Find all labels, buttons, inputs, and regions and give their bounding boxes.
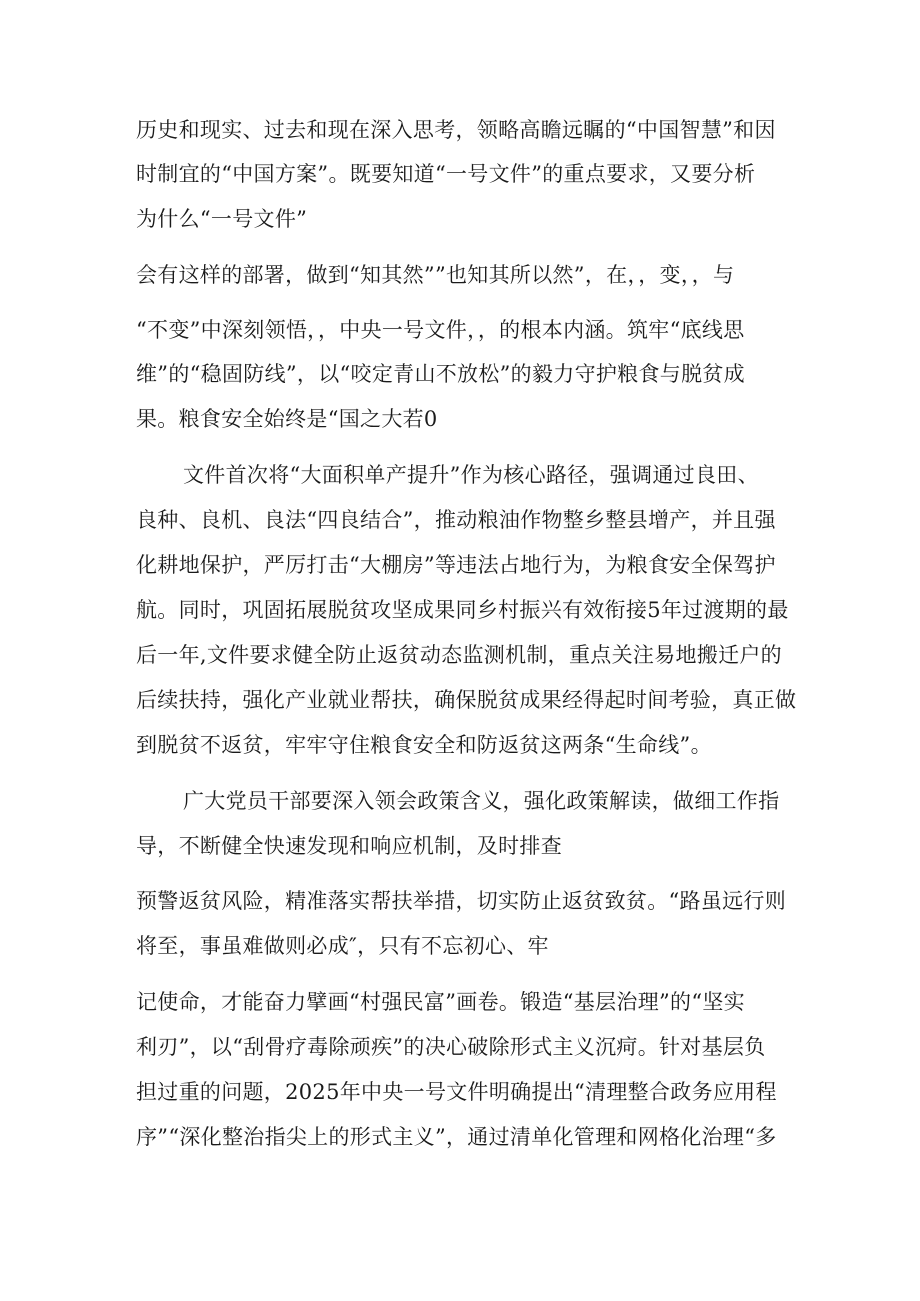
text-line: 历史和现实、过去和现在深入思考，领略高瞻远瞩的“中国智慧”和因 [136, 118, 776, 142]
text-line: 导，不断健全快速发现和响应机制，及时排查 [136, 834, 562, 858]
text-line: 会有这样的部署，做到“知其然””也知其所以然”，在，，变，，与 [136, 263, 735, 287]
text-line: 维”的“稳固防线”，以“咬定青山不放松”的毅力守护粮食与脱贫成 [136, 362, 745, 386]
paragraph-start-line: 文件首次将“大面积单产提升”作为核心路径，强调通过良田、 [183, 463, 759, 487]
text-line: 预警返贫风险，精准落实帮扶举措，切实防止返贫致贫。“路虽远行则 [136, 889, 787, 913]
text-line: “不变”中深刻领悟，，中央一号文件，，的根本内涵。筑牢“底线思 [136, 318, 745, 342]
paragraph-start-line: 广大党员干部要深入领会政策含义，强化政策解读，做细工作指 [183, 789, 780, 813]
text-line: 利刃”，以“刮骨疗毒除顽疾”的决心破除形式主义沉疴。针对基层负 [136, 1035, 766, 1059]
text-line: 序”“深化整治指尖上的形式主义”，通过清单化管理和网格化治理“多 [136, 1125, 777, 1149]
text-line: 化耕地保护，严厉打击“大棚房”等违法占地行为，为粮食安全保驾护 [136, 553, 776, 577]
text-line: 担过重的问题，2025年中央一号文件明确提出“清理整合政务应用程 [136, 1080, 777, 1104]
text-line: 良种、良机、良法“四良结合”，推动粮油作物整乡整县增产，并且强 [136, 508, 776, 532]
text-line: 记使命，才能奋力擘画“村强民富”画卷。锻造“基层治理”的“坚实 [136, 990, 745, 1014]
text-line: 果。粮食安全始终是“国之大若0 [136, 407, 438, 431]
text-line: 为什么“一号文件” [136, 207, 308, 231]
text-line: 时制宜的“中国方案”。既要知道“一号文件”的重点要求，又要分析 [136, 162, 756, 186]
text-line: 到脱贫不返贫，牢牢守住粮食安全和防返贫这两条“生命线”。 [136, 733, 712, 757]
text-line: 航。同时，巩固拓展脱贫攻坚成果同乡村振兴有效衔接5年过渡期的最 [136, 598, 789, 622]
text-line: 将至，事虽难做则必成″，只有不忘初心、牢 [136, 934, 549, 958]
text-line: 后续扶持，强化产业就业帮扶，确保脱贫成果经得起时间考验，真正做 [136, 688, 797, 712]
text-line: 后一年,文件要求健全防止返贫动态监测机制，重点关注易地搬迁户的 [136, 643, 782, 667]
